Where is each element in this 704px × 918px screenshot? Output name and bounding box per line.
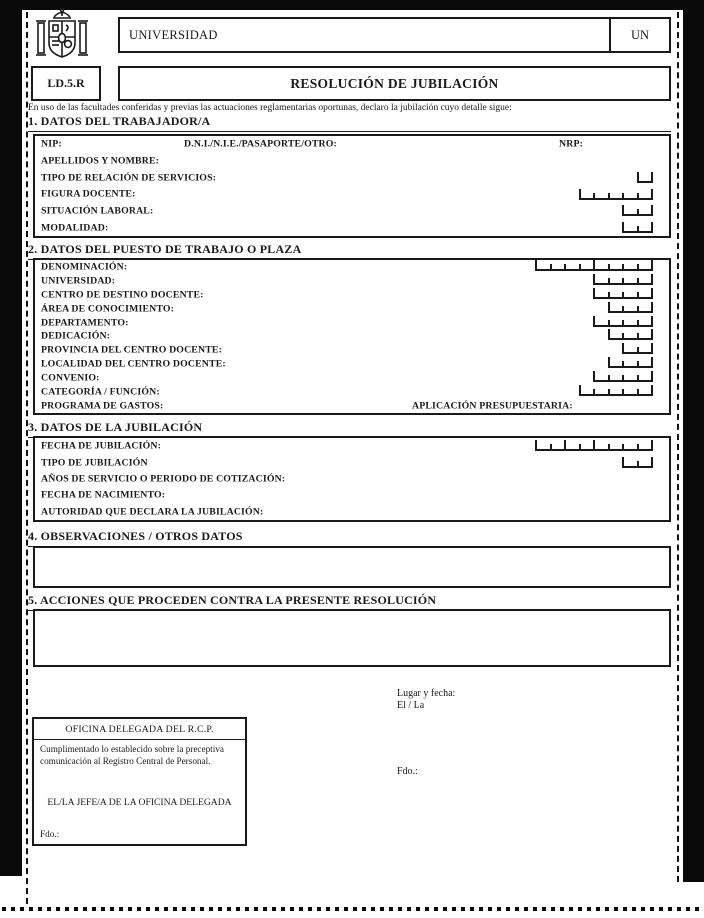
section-5-actions-area[interactable] bbox=[33, 609, 671, 667]
form-field-row bbox=[35, 136, 669, 153]
form-field-row bbox=[35, 169, 669, 186]
form-field-row bbox=[35, 438, 669, 454]
section-4-observations-area[interactable] bbox=[33, 546, 671, 588]
comb-cell[interactable] bbox=[595, 292, 610, 297]
comb-cell[interactable] bbox=[595, 444, 610, 449]
section-2-box bbox=[33, 258, 671, 415]
comb-cell[interactable] bbox=[639, 385, 654, 394]
salutation-label: El / La bbox=[397, 700, 425, 711]
comb-cell[interactable] bbox=[610, 444, 625, 449]
field-label: FECHA DE JUBILACIÓN: bbox=[41, 440, 162, 452]
field-label: PROVINCIA DEL CENTRO DOCENTE: bbox=[41, 344, 222, 356]
comb-cell[interactable] bbox=[639, 371, 654, 380]
intro-declaration-text: En uso de las facultades conferidas y previas las actuaciones reglamentarias oportunas, declaro la jubilación cuyo detalle sigue: bbox=[28, 103, 512, 113]
entity-header-box bbox=[118, 17, 671, 53]
section-3-box bbox=[33, 436, 671, 522]
form-field-row bbox=[35, 357, 669, 371]
signed-by-label: Fdo.: bbox=[397, 766, 418, 777]
form-field-row bbox=[35, 471, 669, 487]
field-label: ÁREA DE CONOCIMIENTO: bbox=[41, 303, 175, 315]
field-label: FIGURA DOCENTE: bbox=[41, 188, 136, 200]
form-field-row bbox=[35, 330, 669, 344]
form-field-row bbox=[35, 316, 669, 330]
form-field-row bbox=[35, 186, 669, 203]
form-field-row bbox=[35, 302, 669, 316]
form-field-row bbox=[35, 487, 669, 503]
comb-boxes-field[interactable] bbox=[622, 343, 653, 354]
comb-cell[interactable] bbox=[581, 260, 596, 269]
oficina-delegada-note: Cumplimentado lo establecido sobre la preceptiva comunicación al Registro Central de Personal. bbox=[40, 744, 224, 766]
comb-cell[interactable] bbox=[639, 288, 654, 297]
section-5-title: 5. ACCIONES QUE PROCEDEN CONTRA LA PRESENTE RESOLUCIÓN bbox=[28, 593, 671, 611]
comb-cell[interactable] bbox=[595, 375, 610, 380]
comb-cell[interactable] bbox=[624, 444, 639, 449]
comb-cell[interactable] bbox=[624, 306, 639, 311]
comb-cell[interactable] bbox=[624, 193, 639, 198]
comb-cell[interactable] bbox=[595, 278, 610, 283]
form-field-row bbox=[35, 260, 669, 274]
form-field-row bbox=[35, 399, 669, 413]
comb-cell[interactable] bbox=[639, 343, 654, 352]
comb-boxes-field[interactable] bbox=[535, 440, 653, 451]
field-label: MODALIDAD: bbox=[41, 222, 109, 234]
comb-cell[interactable] bbox=[581, 389, 596, 394]
place-date-label: Lugar y fecha: bbox=[397, 688, 456, 699]
comb-cell[interactable] bbox=[624, 209, 639, 214]
section-4-title: 4. OBSERVACIONES / OTROS DATOS bbox=[28, 529, 671, 547]
field-label: APLICACIÓN PRESUPUESTARIA: bbox=[412, 400, 573, 412]
comb-cell[interactable] bbox=[639, 260, 654, 269]
field-label: APELLIDOS Y NOMBRE: bbox=[41, 155, 160, 167]
field-label: CONVENIO: bbox=[41, 372, 100, 384]
comb-cell[interactable] bbox=[624, 320, 639, 325]
section-2-title: 2. DATOS DEL PUESTO DE TRABAJO O PLAZA bbox=[28, 242, 671, 260]
comb-cell[interactable] bbox=[537, 264, 552, 269]
comb-boxes-field[interactable] bbox=[535, 260, 653, 271]
field-label: DEPARTAMENTO: bbox=[41, 317, 129, 329]
comb-cell[interactable] bbox=[639, 189, 654, 198]
field-label: UNIVERSIDAD: bbox=[41, 275, 116, 287]
comb-cell[interactable] bbox=[610, 375, 625, 380]
form-field-row bbox=[35, 288, 669, 302]
comb-cell[interactable] bbox=[552, 264, 567, 269]
comb-cell[interactable] bbox=[624, 278, 639, 283]
spain-coat-of-arms-icon bbox=[36, 7, 88, 68]
comb-cell[interactable] bbox=[624, 461, 639, 466]
form-title-box: RESOLUCIÓN DE JUBILACIÓN bbox=[118, 66, 671, 101]
comb-boxes-field[interactable] bbox=[593, 288, 653, 299]
field-label: DENOMINACIÓN: bbox=[41, 261, 128, 273]
section-1-box bbox=[33, 134, 671, 238]
scan-edge-bottom-perforation bbox=[2, 907, 702, 911]
comb-cell[interactable] bbox=[595, 389, 610, 394]
comb-cell[interactable] bbox=[552, 440, 567, 449]
comb-cell[interactable] bbox=[624, 347, 639, 352]
comb-cell[interactable] bbox=[610, 264, 625, 269]
comb-cell[interactable] bbox=[610, 333, 625, 338]
field-label: PROGRAMA DE GASTOS: bbox=[41, 400, 164, 412]
comb-boxes-field[interactable] bbox=[608, 357, 654, 368]
field-label: AUTORIDAD QUE DECLARA LA JUBILACIÓN: bbox=[41, 506, 264, 518]
comb-cell[interactable] bbox=[639, 274, 654, 283]
oficina-signed-by-label: Fdo.: bbox=[40, 829, 60, 839]
comb-cell[interactable] bbox=[639, 440, 654, 449]
comb-cell[interactable] bbox=[610, 306, 625, 311]
comb-cell[interactable] bbox=[624, 226, 639, 231]
entity-label: UNIVERSIDAD bbox=[129, 27, 218, 42]
comb-boxes-field[interactable] bbox=[579, 385, 654, 396]
comb-cell[interactable] bbox=[624, 333, 639, 338]
cut-line-right bbox=[677, 12, 679, 882]
comb-cell[interactable] bbox=[566, 264, 581, 269]
field-label: NIP: bbox=[41, 138, 62, 150]
comb-cell[interactable] bbox=[639, 316, 654, 325]
form-field-row bbox=[35, 454, 669, 470]
comb-boxes-field[interactable] bbox=[622, 205, 653, 216]
comb-boxes-field[interactable] bbox=[608, 302, 654, 313]
form-field-row bbox=[35, 504, 669, 520]
comb-cell[interactable] bbox=[610, 292, 625, 297]
form-field-row bbox=[35, 343, 669, 357]
entity-code-cell: UN bbox=[609, 19, 669, 51]
oficina-delegada-box bbox=[32, 717, 247, 846]
comb-boxes-field[interactable] bbox=[593, 316, 653, 327]
comb-cell[interactable] bbox=[639, 357, 654, 366]
field-label: TIPO DE JUBILACIÓN bbox=[41, 457, 148, 469]
comb-cell[interactable] bbox=[610, 193, 625, 198]
field-label: D.N.I./N.I.E./PASAPORTE/OTRO: bbox=[184, 138, 337, 150]
comb-cell[interactable] bbox=[581, 193, 596, 198]
comb-cell[interactable] bbox=[595, 193, 610, 198]
comb-cell[interactable] bbox=[595, 264, 610, 269]
form-field-row bbox=[35, 203, 669, 220]
field-label: NRP: bbox=[559, 138, 583, 150]
form-field-row bbox=[35, 153, 669, 170]
scan-edge-left bbox=[0, 10, 22, 876]
field-label: FECHA DE NACIMIENTO: bbox=[41, 489, 166, 501]
comb-cell[interactable] bbox=[610, 389, 625, 394]
form-field-row bbox=[35, 274, 669, 288]
comb-cell[interactable] bbox=[595, 320, 610, 325]
comb-boxes-field[interactable] bbox=[593, 274, 653, 285]
comb-cell[interactable] bbox=[610, 361, 625, 366]
form-code-box: LD.5.R bbox=[31, 66, 101, 101]
oficina-delegada-role: EL/LA JEFE/A DE LA OFICINA DELEGADA bbox=[47, 797, 232, 808]
comb-cell[interactable] bbox=[566, 444, 581, 449]
field-label: LOCALIDAD DEL CENTRO DOCENTE: bbox=[41, 358, 226, 370]
comb-cell[interactable] bbox=[639, 172, 654, 181]
cut-line-left bbox=[26, 12, 28, 904]
form-field-row bbox=[35, 385, 669, 399]
field-label: CENTRO DE DESTINO DOCENTE: bbox=[41, 289, 204, 301]
field-label: CATEGORÍA / FUNCIÓN: bbox=[41, 386, 160, 398]
comb-cell[interactable] bbox=[639, 222, 654, 231]
comb-boxes-field[interactable] bbox=[622, 222, 653, 233]
comb-cell[interactable] bbox=[624, 264, 639, 269]
comb-cell[interactable] bbox=[610, 278, 625, 283]
field-label: TIPO DE RELACIÓN DE SERVICIOS: bbox=[41, 172, 217, 184]
section-3-title: 3. DATOS DE LA JUBILACIÓN bbox=[28, 420, 671, 438]
oficina-delegada-title: OFICINA DELEGADA DEL R.C.P. bbox=[34, 719, 245, 740]
comb-cell[interactable] bbox=[624, 292, 639, 297]
field-label: SITUACIÓN LABORAL: bbox=[41, 205, 154, 217]
comb-boxes-field[interactable] bbox=[637, 172, 654, 183]
comb-boxes-field[interactable] bbox=[579, 189, 654, 200]
comb-cell[interactable] bbox=[624, 361, 639, 366]
comb-cell[interactable] bbox=[624, 389, 639, 394]
comb-boxes-field[interactable] bbox=[622, 457, 653, 468]
field-label: AÑOS DE SERVICIO O PERIODO DE COTIZACIÓN: bbox=[41, 473, 286, 485]
comb-cell[interactable] bbox=[639, 329, 654, 338]
comb-boxes-field[interactable] bbox=[593, 371, 653, 382]
scan-edge-top bbox=[0, 0, 704, 10]
scan-edge-right bbox=[683, 10, 704, 882]
comb-cell[interactable] bbox=[581, 440, 596, 449]
comb-cell[interactable] bbox=[537, 444, 552, 449]
comb-cell[interactable] bbox=[610, 320, 625, 325]
comb-cell[interactable] bbox=[624, 375, 639, 380]
form-field-row bbox=[35, 371, 669, 385]
field-label: DEDICACIÓN: bbox=[41, 330, 111, 342]
comb-cell[interactable] bbox=[639, 205, 654, 214]
comb-cell[interactable] bbox=[639, 457, 654, 466]
section-1-title: 1. DATOS DEL TRABAJADOR/A bbox=[28, 114, 671, 132]
comb-boxes-field[interactable] bbox=[608, 329, 654, 340]
comb-cell[interactable] bbox=[639, 302, 654, 311]
form-field-row bbox=[35, 219, 669, 236]
